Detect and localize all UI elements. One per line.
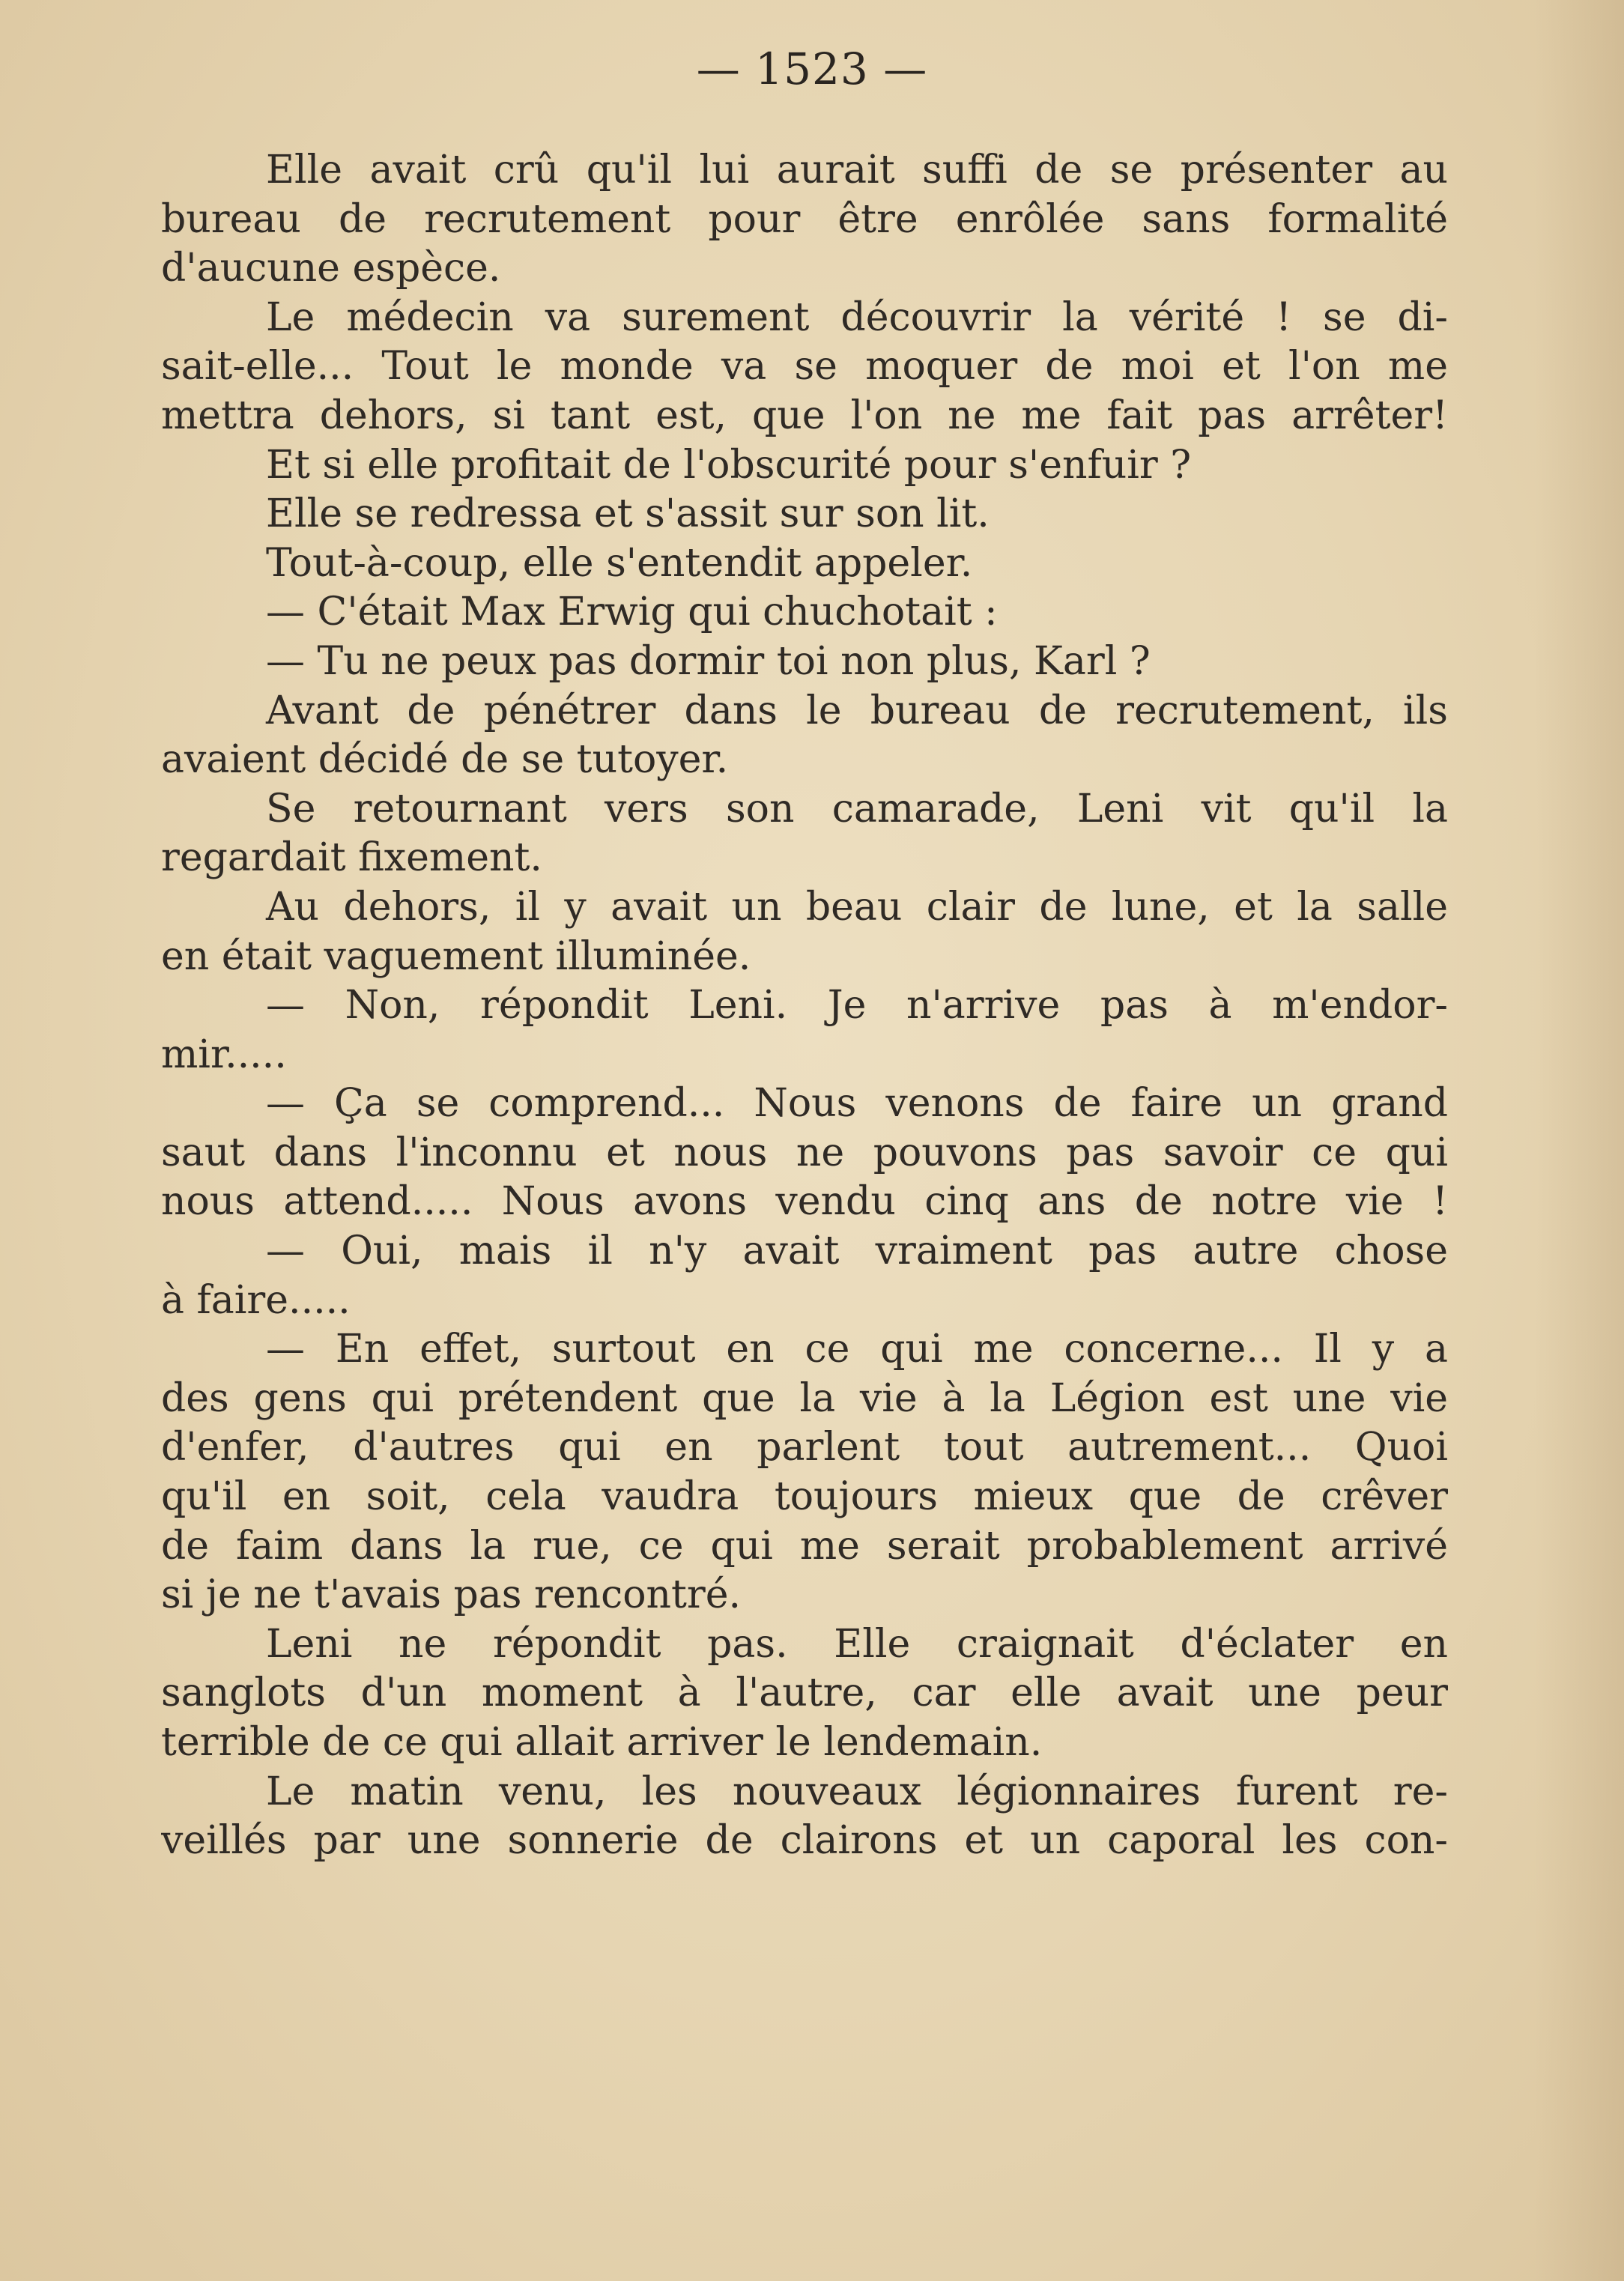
text-line: — Non, répondit Leni. Je n'arrive pas à m'endor- — [266, 983, 1448, 1029]
text-line: de faim dans la rue, ce qui me serait probablement arrivé — [161, 1523, 1448, 1569]
page-number: — 1523 — — [696, 43, 928, 94]
page-edge-shading — [1534, 0, 1624, 2281]
body-text — [161, 146, 1448, 1866]
text-line: Se retournant vers son camarade, Leni vit qu'il la — [266, 786, 1448, 831]
text-line: Le médecin va surement découvrir la vérité ! se di- — [266, 294, 1448, 340]
text-line: si je ne t'avais pas rencontré. — [161, 1572, 742, 1618]
text-line: saut dans l'inconnu et nous ne pouvons pas savoir ce qui — [161, 1130, 1448, 1175]
text-line: sait-elle... Tout le monde va se moquer de moi et l'on me — [161, 344, 1448, 390]
text-line: qu'il en soit, cela vaudra toujours mieux que de crêver — [161, 1474, 1448, 1520]
text-line: — Ça se comprend... Nous venons de faire un grand — [266, 1081, 1448, 1127]
text-line: — C'était Max Erwig qui chuchotait : — [266, 590, 998, 635]
text-line: Elle avait crû qu'il lui aurait suffi de se présenter au — [266, 148, 1448, 193]
text-line: avaient décidé de se tutoyer. — [161, 737, 729, 783]
text-line: mir..... — [161, 1032, 287, 1077]
text-line: Elle se redressa et s'assit sur son lit. — [266, 491, 990, 537]
text-line: Le matin venu, les nouveaux légionnaires furent re- — [266, 1769, 1448, 1814]
text-line: Au dehors, il y avait un beau clair de lune, et la salle — [266, 884, 1448, 930]
text-line: Et si elle profitait de l'obscurité pour s'enfuir ? — [266, 442, 1192, 488]
text-line: en était vaguement illuminée. — [161, 933, 751, 979]
text-line: d'aucune espèce. — [161, 246, 501, 291]
text-line: — En effet, surtout en ce qui me concerne... Il y a — [266, 1327, 1448, 1372]
text-line: terrible de ce qui allait arriver le lendemain. — [161, 1720, 1043, 1765]
text-line: nous attend..... Nous avons vendu cinq ans de notre vie ! — [161, 1179, 1448, 1225]
text-line: à faire..... — [161, 1277, 351, 1323]
text-line: mettra dehors, si tant est, que l'on ne me fait pas arrêter! — [161, 393, 1448, 438]
text-line: bureau de recrutement pour être enrôlée sans formalité — [161, 196, 1448, 242]
text-line: des gens qui prétendent que la vie à la Légion est une vie — [161, 1375, 1448, 1421]
text-line: — Tu ne peux pas dormir toi non plus, Karl ? — [266, 638, 1151, 684]
text-line: Avant de pénétrer dans le bureau de recrutement, ils — [266, 688, 1448, 733]
text-line: — Oui, mais il n'y avait vraiment pas autre chose — [266, 1229, 1448, 1274]
text-line: veillés par une sonnerie de clairons et un caporal les con- — [161, 1818, 1448, 1864]
text-line: d'enfer, d'autres qui en parlent tout autrement... Quoi — [161, 1425, 1448, 1470]
text-line: regardait fixement. — [161, 835, 542, 881]
text-line: sanglots d'un moment à l'autre, car elle avait une peur — [161, 1670, 1448, 1716]
text-line: Tout-à-coup, elle s'entendit appeler. — [266, 540, 973, 586]
text-line: Leni ne répondit pas. Elle craignait d'éclater en — [266, 1621, 1448, 1667]
